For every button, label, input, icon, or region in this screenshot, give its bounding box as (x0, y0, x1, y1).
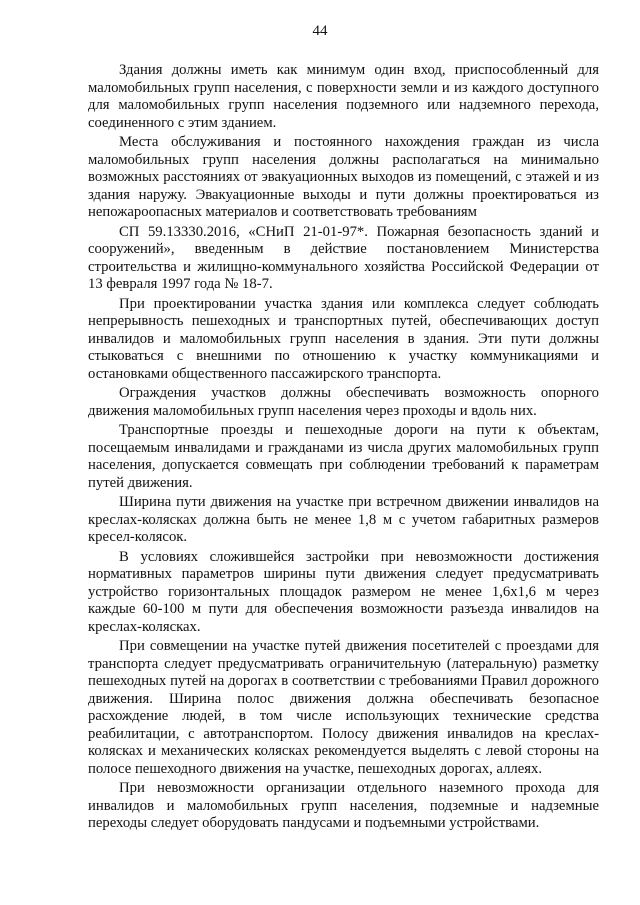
paragraph-crossings: При невозможности организации отдельного наземного прохода для инвалидов и маломобильных групп населения, подземные и надземные переходы следует оборудовать пандусами и подъемными устройствами. (88, 780, 599, 831)
paragraph-passing-areas: В условиях сложившейся застройки при невозможности достижения нормативных параметров ширины пути движения следует предусматривать устройство горизонтальных площадок размером не менее 1,6х1,6 м через каждые 60-100 м пути для обеспечения возможности разъезда инвалидов на креслах-колясках. (88, 548, 599, 635)
paragraph-road-marking: При совмещении на участке путей движения посетителей с проездами для транспорта следует предусматривать ограничительную (латеральную) разметку пешеходных путей на дорогах в соответствии с требованиями Правил дорожного движения. Ширина полос движения должна обеспечивать безопасное расхождение людей, в том числе использующих технические средства реабилитации, с автотранспортом. Полосу движения инвалидов на креслах-колясках и механических колясках рекомендуется выделять с левой стороны на полосе пешеходного движения на участке, пешеходных дорогах, аллеях. (88, 638, 599, 777)
page-number: 44 (312, 23, 328, 39)
paragraph-fire-safety-reference: СП 59.13330.2016, «СНиП 21-01-97*. Пожарная безопасность зданий и сооружений», введенным в действие постановлением Министерства строительства и жилищно-коммунального хозяйства Российской Федерации от 13 февраля 1997 года № 18-7. (88, 223, 599, 292)
paragraph-transport-roads: Транспортные проезды и пешеходные дороги на пути к объектам, посещаемым инвалидами и гражданами из числа других маломобильных групп населения, допускается совмещать при соблюдении требований к параметрам путей движения. (88, 422, 599, 491)
paragraph-evacuation: Места обслуживания и постоянного нахождения граждан из числа маломобильных групп населения должны располагаться на минимально возможных расстояниях от эвакуационных выходов из помещений, с этажей и из здания наружу. Эвакуационные выходы и пути должны проектироваться из непожароопасных материалов и соответствовать требованиям (88, 134, 599, 220)
paragraph-path-width: Ширина пути движения на участке при встречном движении инвалидов на креслах-колясках должна быть не менее 1,8 м с учетом габаритных размеров кресел-колясок. (88, 494, 599, 545)
paragraph-site-design: При проектировании участка здания или комплекса следует соблюдать непрерывность пешеходных и транспортных путей, обеспечивающих доступ инвалидов и маломобильных групп населения в здания. Эти пути должны стыковаться с внешними по отношению к участку коммуникациями и остановками общественного пассажирского транспорта. (88, 295, 599, 382)
body-text (88, 62, 599, 835)
paragraph-entrances: Здания должны иметь как минимум один вход, приспособленный для маломобильных групп населения, с поверхности земли и из каждого доступного для маломобильных групп населения подземного или надземного перехода, соединенного с этим зданием. (88, 62, 599, 131)
paragraph-fencing: Ограждения участков должны обеспечивать возможность опорного движения маломобильных групп населения через проходы и вдоль них. (88, 385, 599, 419)
